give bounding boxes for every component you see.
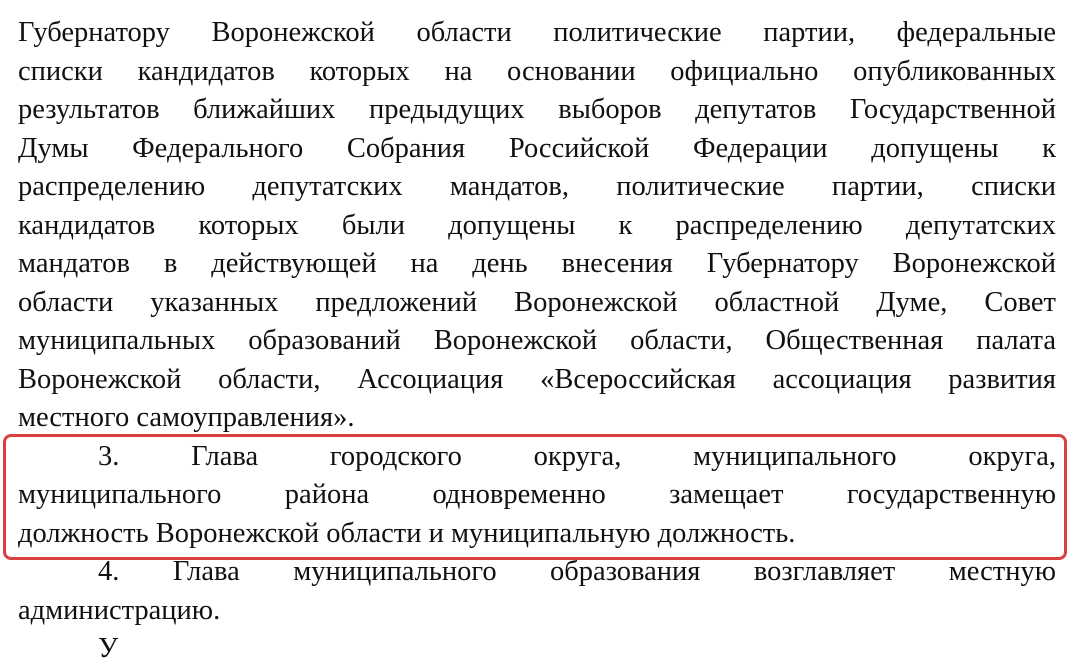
text-line: списки кандидатов которых на основании официально опубликованных — [18, 55, 1056, 87]
text-line: У — [98, 633, 119, 664]
text-line: мандатов в действующей на день внесения Губернатору Воронежской — [18, 248, 1056, 279]
paragraph-3 — [18, 438, 1056, 554]
text-line: Губернатору Воронежской области политические партии, федеральные — [18, 17, 1056, 48]
text-line: муниципальных образований Воронежской области, Общественная палата — [18, 325, 1056, 356]
text-line: 3. Глава городского округа, муниципального округа, — [98, 440, 1056, 472]
text-line: результатов ближайших предыдущих выборов депутатов Государственной — [18, 94, 1056, 125]
text-line: кандидатов которых были допущены к распределению депутатских — [18, 209, 1056, 241]
text-line: области указанных предложений Воронежской областной Думе, Совет — [18, 286, 1056, 318]
text-line: администрацию. — [18, 594, 221, 626]
text-line: местного самоуправления». — [18, 402, 355, 433]
text-line: должность Воронежской области и муниципальную должность. — [18, 517, 796, 549]
document-page — [18, 14, 1056, 664]
paragraph-5-start — [18, 630, 1056, 664]
text-line: Воронежской области, Ассоциация «Всероссийская ассоциация развития — [18, 363, 1056, 395]
text-line: Думы Федерального Собрания Российской Федерации допущены к — [18, 132, 1056, 164]
text-line: муниципального района одновременно замещает государственную — [18, 479, 1056, 510]
paragraph-4 — [18, 553, 1056, 630]
paragraph-2-tail — [18, 14, 1056, 438]
text-line: 4. Глава муниципального образования возглавляет местную — [98, 556, 1056, 587]
text-line: распределению депутатских мандатов, политические партии, списки — [18, 171, 1056, 202]
